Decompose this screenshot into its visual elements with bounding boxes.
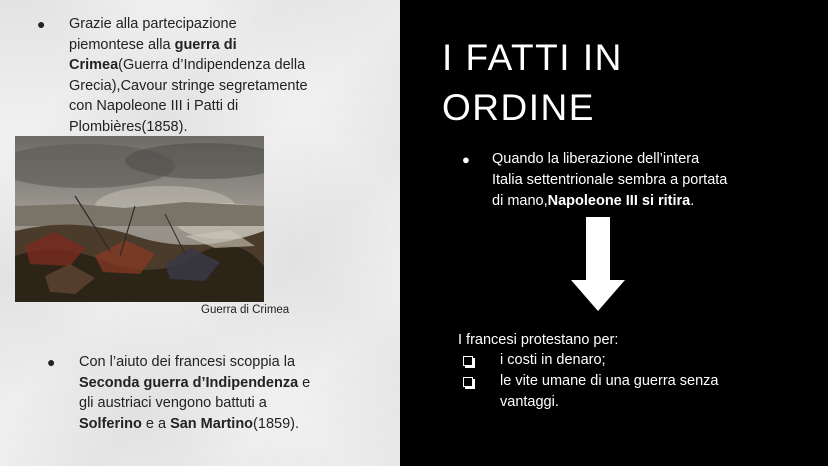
bullet-icon: ● <box>47 354 56 370</box>
crimea-line-2: piemontese alla guerra di <box>69 36 237 53</box>
checkbox-icon <box>463 356 473 366</box>
protest-item-lives <box>500 371 800 413</box>
protest-item-costs: i costi in denaro; <box>500 352 606 368</box>
crimea-bullet <box>37 14 369 137</box>
title-line-1: I FATTI IN <box>442 37 623 78</box>
bullet-icon: ● <box>462 152 470 167</box>
protest-item-lives-line-1: le vite umane di una guerra senza <box>500 373 719 389</box>
checkbox-icon <box>463 377 473 387</box>
crimea-line-1: Grazie alla partecipazione <box>69 16 237 32</box>
crimean-war-painting <box>15 136 264 302</box>
second-war-bullet <box>47 352 379 434</box>
second-war-line-2: Seconda guerra d’Indipendenza e <box>79 374 311 391</box>
withdrawal-line-2: Italia settentrionale sembra a portata <box>492 172 728 188</box>
protest-item-lives-line-2: vantaggi. <box>500 394 559 410</box>
slide-title <box>442 33 623 133</box>
second-war-line-3: gli austriaci vengono battuti a <box>79 395 267 411</box>
arrow-down-icon <box>569 217 627 313</box>
withdrawal-line-1: Quando la liberazione dell’intera <box>492 151 700 167</box>
withdrawal-bullet <box>462 149 812 212</box>
withdrawal-line-3: di mano,Napoleone III si ritira. <box>492 193 695 209</box>
title-line-2: ORDINE <box>442 87 595 128</box>
bullet-icon: ● <box>37 16 46 32</box>
image-caption: Guerra di Crimea <box>201 304 290 316</box>
second-war-line-1: Con l’aiuto dei francesi scoppia la <box>79 354 296 370</box>
crimea-line-3: Crimea(Guerra d’Indipendenza della <box>69 57 306 73</box>
crimea-line-4: Grecia),Cavour stringe segretamente <box>69 77 308 94</box>
second-war-line-4: Solferino e a San Martino(1859). <box>79 415 299 432</box>
protest-intro: I francesi protestano per: <box>458 332 619 348</box>
crimea-line-5: con Napoleone III i Patti di <box>69 98 239 114</box>
crimea-line-6: Plombières(1858). <box>69 118 188 135</box>
